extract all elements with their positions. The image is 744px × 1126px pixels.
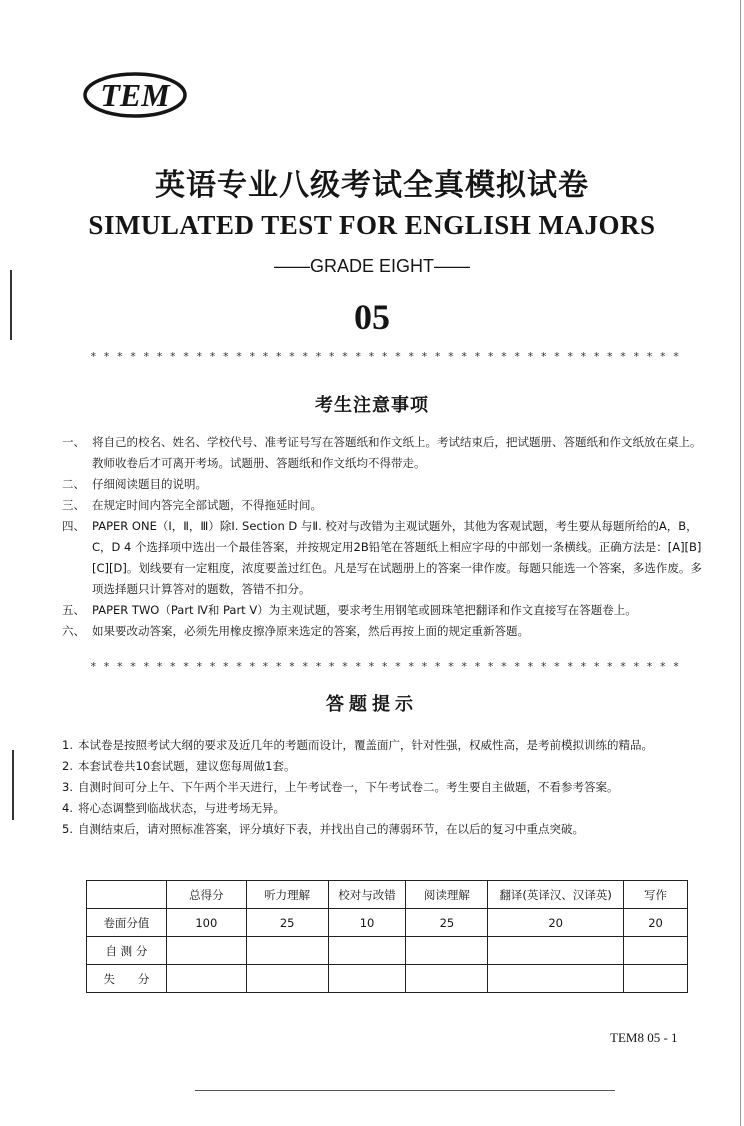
table-row-label: 卷面分值	[87, 909, 167, 937]
notice-item-number: 六、	[62, 624, 85, 638]
table-header-cell	[87, 881, 167, 909]
table-header-cell: 总得分	[166, 881, 246, 909]
table-row-label: 自 测 分	[87, 937, 167, 965]
table-cell	[328, 937, 406, 965]
separator-stars-top: * * * * * * * * * * * * * * * * * * * * * * * * * * * * * * * * * * * * * * * * * * * * *	[90, 350, 680, 363]
tips-title: 答题提示	[326, 694, 418, 715]
tip-item-number: 5.	[62, 822, 73, 836]
table-cell	[406, 965, 488, 993]
tips-list	[62, 735, 702, 840]
grade-subtitle: ——GRADE EIGHT——	[273, 256, 470, 276]
notice-item	[62, 600, 702, 621]
table-cell	[488, 965, 624, 993]
table-cell	[488, 937, 624, 965]
tip-item	[62, 735, 702, 756]
scan-edge-mark	[10, 270, 12, 340]
table-cell	[624, 965, 688, 993]
table-row	[87, 965, 688, 993]
notice-title: 考生注意事项	[315, 395, 429, 416]
tip-item	[62, 798, 702, 819]
notice-item-number: 三、	[62, 498, 85, 512]
table-cell	[406, 937, 488, 965]
tip-item-number: 3.	[62, 780, 73, 794]
table-cell: 25	[406, 909, 488, 937]
tip-item-text: 本试卷是按照考试大纲的要求及近几年的考题而设计，覆盖面广，针对性强，权威性高，是考前模拟训练的精品。	[78, 738, 653, 752]
title-chinese: 英语专业八级考试全真模拟试卷	[155, 168, 589, 203]
notice-item	[62, 516, 702, 600]
table-cell: 20	[488, 909, 624, 937]
table-header-cell: 写作	[624, 881, 688, 909]
notice-item-text: PAPER ONE（Ⅰ，Ⅱ，Ⅲ）除Ⅰ. Section D 与Ⅱ. 校对与改错为主观试题外，其他为客观试题，考生要从每题所给的A，B，C，D 4 个选择项中选出一个最佳答案，并按规定用2B铅笔在答题纸上相应字母的中部划一条横线。正确方法是：[A][B][C][D]。划线要有一定粗度，浓度要盖过红色。凡是写在试题册上的答案一律作废。每题只能选一个答案，多选作废。多项选择题只计算答对的题数，答错不扣分。	[92, 519, 702, 596]
table-header-cell: 校对与改错	[328, 881, 406, 909]
score-table-header-row	[87, 881, 688, 909]
tip-item-number: 1.	[62, 738, 73, 752]
table-cell	[246, 937, 328, 965]
table-cell	[166, 965, 246, 993]
notice-item-text: 将自己的校名、姓名、学校代号、准考证号写在答题纸和作文纸上。考试结束后，把试题册、答题纸和作文纸放在桌上。教师收卷后才可离开考场。试题册、答题纸和作文纸均不得带走。	[92, 435, 702, 470]
tip-item-number: 2.	[62, 759, 73, 773]
notice-item-number: 四、	[62, 519, 85, 533]
tip-item	[62, 777, 702, 798]
table-header-cell: 翻译(英译汉、汉译英)	[488, 881, 624, 909]
scan-edge-mark	[12, 750, 14, 820]
table-cell: 100	[166, 909, 246, 937]
notice-item-text: 如果要改动答案，必须先用橡皮擦净原来选定的答案，然后再按上面的规定重新答题。	[92, 624, 529, 638]
tip-item-text: 本套试卷共10套试题，建议您每周做1套。	[78, 759, 296, 773]
notice-list	[62, 432, 702, 642]
table-cell	[624, 937, 688, 965]
notice-item-text: PAPER TWO（Part Ⅳ和 Part Ⅴ）为主观试题，要求考生用钢笔或圆珠笔把翻译和作文直接写在答题卷上。	[92, 603, 637, 617]
notice-item	[62, 474, 702, 495]
table-cell	[166, 937, 246, 965]
notice-item	[62, 495, 702, 516]
table-cell: 10	[328, 909, 406, 937]
table-header-cell: 听力理解	[246, 881, 328, 909]
title-english: SIMULATED TEST FOR ENGLISH MAJORS	[88, 210, 656, 240]
notice-item	[62, 432, 702, 474]
score-table	[86, 880, 688, 993]
test-number: 05	[354, 297, 390, 337]
tip-item	[62, 819, 702, 840]
notice-item-text: 仔细阅读题目的说明。	[92, 477, 207, 491]
tip-item-text: 自测时间可分上午、下午两个半天进行，上午考试卷一，下午考试卷二。考生要自主做题，不看参考答案。	[78, 780, 619, 794]
table-cell: 20	[624, 909, 688, 937]
svg-text:TEM: TEM	[100, 77, 170, 113]
table-cell	[328, 965, 406, 993]
tip-item-text: 将心态调整到临战状态，与进考场无异。	[78, 801, 285, 815]
tip-item-text: 自测结束后，请对照标准答案，评分填好下表，并找出自己的薄弱环节，在以后的复习中重点突破。	[78, 822, 584, 836]
table-row	[87, 937, 688, 965]
table-row-label: 失 分	[87, 965, 167, 993]
table-cell: 25	[246, 909, 328, 937]
separator-stars-middle: * * * * * * * * * * * * * * * * * * * * * * * * * * * * * * * * * * * * * * * * * * * * *	[90, 660, 680, 673]
page-footer-label: TEM8 05 - 1	[610, 1030, 678, 1045]
table-row	[87, 909, 688, 937]
notice-item-number: 五、	[62, 603, 85, 617]
notice-item-text: 在规定时间内答完全部试题，不得拖延时间。	[92, 498, 322, 512]
table-cell	[246, 965, 328, 993]
table-header-cell: 阅读理解	[406, 881, 488, 909]
scan-edge-line	[740, 0, 741, 1126]
tem-logo	[82, 70, 188, 120]
notice-item-number: 一、	[62, 435, 85, 449]
tip-item	[62, 756, 702, 777]
tip-item-number: 4.	[62, 801, 73, 815]
notice-item-number: 二、	[62, 477, 85, 491]
notice-item	[62, 621, 702, 642]
bottom-divider	[195, 1090, 615, 1091]
